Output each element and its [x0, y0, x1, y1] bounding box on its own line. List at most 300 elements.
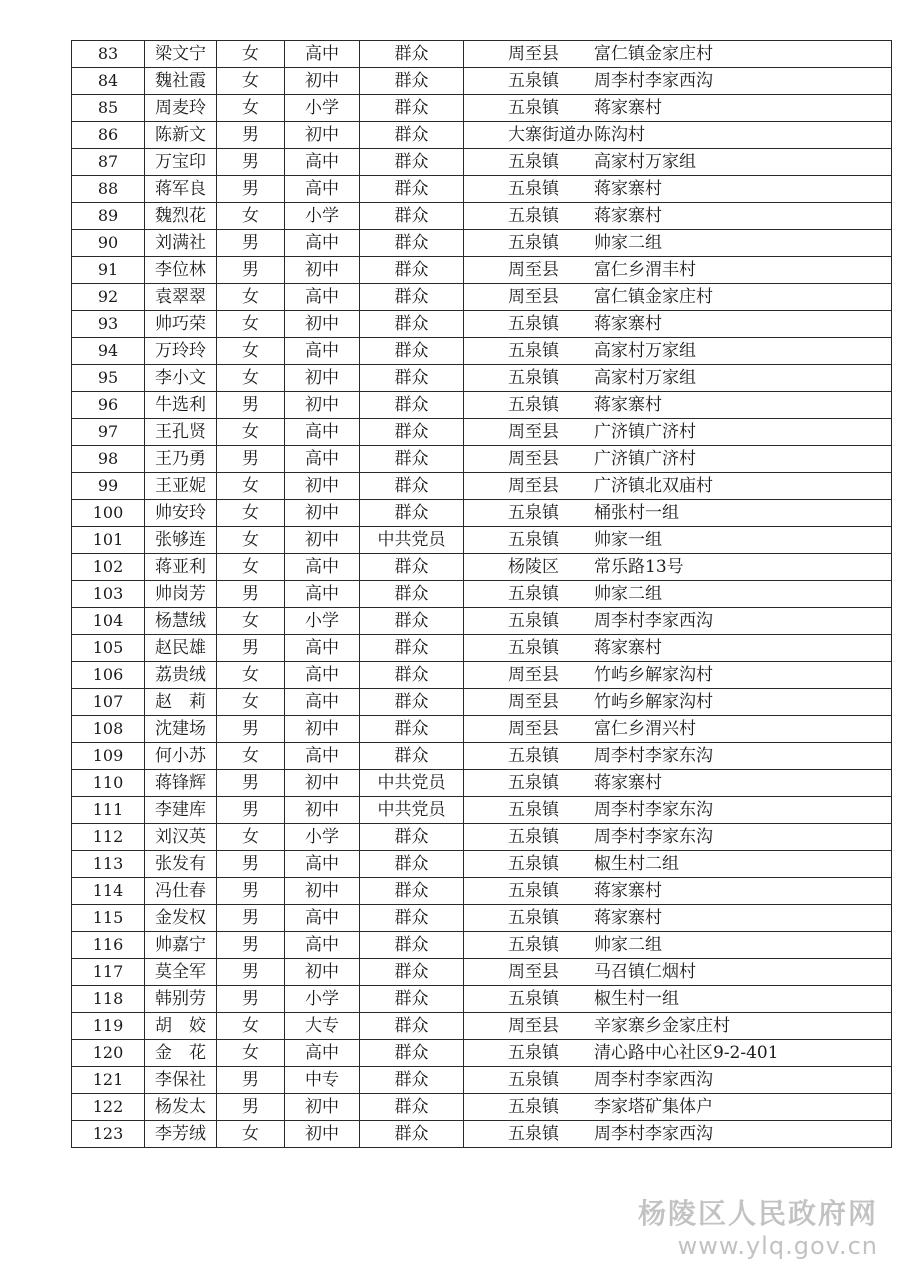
gender-cell: 男 — [217, 851, 285, 878]
political-status-cell: 群众 — [360, 986, 464, 1013]
address-district: 五泉镇 — [508, 179, 559, 199]
address-cell — [464, 824, 892, 851]
address-district: 周至县 — [508, 422, 559, 442]
gender-cell: 女 — [217, 824, 285, 851]
gender-cell: 女 — [217, 365, 285, 392]
row-number-cell: 112 — [72, 824, 145, 851]
political-status-cell: 群众 — [360, 284, 464, 311]
row-number-cell: 117 — [72, 959, 145, 986]
address-district: 五泉镇 — [508, 989, 559, 1009]
political-status-cell: 群众 — [360, 95, 464, 122]
gender-cell: 女 — [217, 203, 285, 230]
address-detail: 竹屿乡解家沟村 — [594, 692, 713, 712]
address-cell — [464, 932, 892, 959]
education-cell: 高中 — [285, 635, 360, 662]
address-detail: 周李村李家东沟 — [594, 746, 713, 766]
row-number-cell: 100 — [72, 500, 145, 527]
political-status-cell: 群众 — [360, 203, 464, 230]
address-cell — [464, 1094, 892, 1121]
table-row — [72, 311, 892, 338]
table-row — [72, 176, 892, 203]
name-cell: 帅岗芳 — [145, 581, 217, 608]
political-status-cell: 群众 — [360, 851, 464, 878]
address-detail: 富仁镇金家庄村 — [594, 44, 713, 64]
name-cell: 魏烈花 — [145, 203, 217, 230]
row-number-cell: 118 — [72, 986, 145, 1013]
address-district: 五泉镇 — [508, 908, 559, 928]
row-number-cell: 107 — [72, 689, 145, 716]
table-row — [72, 95, 892, 122]
row-number-cell: 89 — [72, 203, 145, 230]
name-cell: 王亚妮 — [145, 473, 217, 500]
political-status-cell: 群众 — [360, 392, 464, 419]
education-cell: 高中 — [285, 41, 360, 68]
political-status-cell: 群众 — [360, 68, 464, 95]
row-number-cell: 103 — [72, 581, 145, 608]
education-cell: 初中 — [285, 716, 360, 743]
name-cell: 李芳绒 — [145, 1121, 217, 1148]
address-detail: 高家村万家组 — [594, 341, 696, 361]
table-row — [72, 473, 892, 500]
gender-cell: 男 — [217, 716, 285, 743]
address-district: 五泉镇 — [508, 638, 559, 658]
address-cell — [464, 527, 892, 554]
address-detail: 富仁镇金家庄村 — [594, 287, 713, 307]
table-row — [72, 878, 892, 905]
gender-cell: 女 — [217, 311, 285, 338]
table-row — [72, 419, 892, 446]
row-number-cell: 116 — [72, 932, 145, 959]
address-district: 五泉镇 — [508, 368, 559, 388]
watermark-url: www.ylq.gov.cn — [677, 1232, 878, 1260]
row-number-cell: 87 — [72, 149, 145, 176]
education-cell: 初中 — [285, 878, 360, 905]
address-district: 五泉镇 — [508, 503, 559, 523]
address-detail: 马召镇仁烟村 — [594, 962, 696, 982]
name-cell: 张够连 — [145, 527, 217, 554]
row-number-cell: 104 — [72, 608, 145, 635]
address-detail: 椒生村二组 — [594, 854, 679, 874]
address-district: 五泉镇 — [508, 854, 559, 874]
address-cell — [464, 338, 892, 365]
gender-cell: 男 — [217, 932, 285, 959]
education-cell: 初中 — [285, 527, 360, 554]
political-status-cell: 群众 — [360, 716, 464, 743]
address-cell — [464, 203, 892, 230]
row-number-cell: 86 — [72, 122, 145, 149]
education-cell: 高中 — [285, 1040, 360, 1067]
row-number-cell: 98 — [72, 446, 145, 473]
address-detail: 蒋家寨村 — [594, 908, 662, 928]
education-cell: 初中 — [285, 797, 360, 824]
row-number-cell: 92 — [72, 284, 145, 311]
political-status-cell: 群众 — [360, 500, 464, 527]
table-row — [72, 284, 892, 311]
gender-cell: 男 — [217, 176, 285, 203]
row-number-cell: 114 — [72, 878, 145, 905]
political-status-cell: 群众 — [360, 743, 464, 770]
address-cell — [464, 1067, 892, 1094]
row-number-cell: 111 — [72, 797, 145, 824]
member-roster-table — [71, 40, 892, 1148]
name-cell: 胡 姣 — [145, 1013, 217, 1040]
address-district: 五泉镇 — [508, 773, 559, 793]
gender-cell: 女 — [217, 284, 285, 311]
address-district: 五泉镇 — [508, 746, 559, 766]
education-cell: 高中 — [285, 932, 360, 959]
row-number-cell: 106 — [72, 662, 145, 689]
address-cell — [464, 689, 892, 716]
name-cell: 荔贵绒 — [145, 662, 217, 689]
address-cell — [464, 365, 892, 392]
table-row — [72, 392, 892, 419]
table-row — [72, 230, 892, 257]
address-district: 周至县 — [508, 665, 559, 685]
address-cell — [464, 473, 892, 500]
name-cell: 赵民雄 — [145, 635, 217, 662]
address-cell — [464, 68, 892, 95]
address-detail: 周李村李家西沟 — [594, 611, 713, 631]
row-number-cell: 120 — [72, 1040, 145, 1067]
political-status-cell: 群众 — [360, 311, 464, 338]
row-number-cell: 93 — [72, 311, 145, 338]
gender-cell: 女 — [217, 527, 285, 554]
gender-cell: 女 — [217, 500, 285, 527]
address-district: 周至县 — [508, 449, 559, 469]
education-cell: 高中 — [285, 446, 360, 473]
gender-cell: 女 — [217, 419, 285, 446]
education-cell: 初中 — [285, 122, 360, 149]
name-cell: 李建库 — [145, 797, 217, 824]
address-detail: 高家村万家组 — [594, 368, 696, 388]
education-cell: 高中 — [285, 662, 360, 689]
table-row — [72, 959, 892, 986]
table-row — [72, 797, 892, 824]
gender-cell: 男 — [217, 635, 285, 662]
address-detail: 李家塔矿集体户 — [594, 1097, 713, 1117]
table-row — [72, 1067, 892, 1094]
address-district: 五泉镇 — [508, 206, 559, 226]
political-status-cell: 群众 — [360, 662, 464, 689]
address-district: 五泉镇 — [508, 935, 559, 955]
political-status-cell: 群众 — [360, 608, 464, 635]
education-cell: 高中 — [285, 554, 360, 581]
gender-cell: 男 — [217, 878, 285, 905]
table-row — [72, 338, 892, 365]
address-cell — [464, 230, 892, 257]
row-number-cell: 101 — [72, 527, 145, 554]
education-cell: 大专 — [285, 1013, 360, 1040]
address-detail: 周李村李家西沟 — [594, 1124, 713, 1144]
address-cell — [464, 797, 892, 824]
political-status-cell: 群众 — [360, 473, 464, 500]
education-cell: 初中 — [285, 770, 360, 797]
address-detail: 清心路中心社区9-2-401 — [594, 1043, 779, 1063]
address-district: 五泉镇 — [508, 530, 559, 550]
name-cell: 蒋军良 — [145, 176, 217, 203]
address-detail: 蒋家寨村 — [594, 638, 662, 658]
address-detail: 广济镇广济村 — [594, 422, 696, 442]
education-cell: 初中 — [285, 365, 360, 392]
gender-cell: 女 — [217, 1040, 285, 1067]
education-cell: 高中 — [285, 851, 360, 878]
political-status-cell: 中共党员 — [360, 797, 464, 824]
row-number-cell: 121 — [72, 1067, 145, 1094]
political-status-cell: 群众 — [360, 905, 464, 932]
address-cell — [464, 770, 892, 797]
political-status-cell: 群众 — [360, 419, 464, 446]
education-cell: 中专 — [285, 1067, 360, 1094]
political-status-cell: 群众 — [360, 1040, 464, 1067]
name-cell: 何小苏 — [145, 743, 217, 770]
address-district: 五泉镇 — [508, 1070, 559, 1090]
gender-cell: 男 — [217, 905, 285, 932]
table-row — [72, 554, 892, 581]
address-detail: 陈沟村 — [594, 125, 645, 145]
political-status-cell: 群众 — [360, 1121, 464, 1148]
table-row — [72, 68, 892, 95]
gender-cell: 男 — [217, 122, 285, 149]
address-district: 五泉镇 — [508, 611, 559, 631]
address-detail: 富仁乡渭兴村 — [594, 719, 696, 739]
address-district: 五泉镇 — [508, 98, 559, 118]
address-detail: 广济镇北双庙村 — [594, 476, 713, 496]
education-cell: 小学 — [285, 824, 360, 851]
address-cell — [464, 419, 892, 446]
row-number-cell: 108 — [72, 716, 145, 743]
table-row — [72, 446, 892, 473]
education-cell: 小学 — [285, 95, 360, 122]
name-cell: 金 花 — [145, 1040, 217, 1067]
political-status-cell: 群众 — [360, 959, 464, 986]
table-row — [72, 1040, 892, 1067]
address-cell — [464, 176, 892, 203]
gender-cell: 女 — [217, 554, 285, 581]
row-number-cell: 123 — [72, 1121, 145, 1148]
address-district: 周至县 — [508, 692, 559, 712]
gender-cell: 男 — [217, 770, 285, 797]
political-status-cell: 群众 — [360, 446, 464, 473]
gender-cell: 男 — [217, 149, 285, 176]
row-number-cell: 115 — [72, 905, 145, 932]
address-cell — [464, 662, 892, 689]
political-status-cell: 群众 — [360, 878, 464, 905]
row-number-cell: 109 — [72, 743, 145, 770]
name-cell: 牛选利 — [145, 392, 217, 419]
address-cell — [464, 149, 892, 176]
education-cell: 高中 — [285, 230, 360, 257]
row-number-cell: 102 — [72, 554, 145, 581]
address-detail: 帅家二组 — [594, 935, 662, 955]
political-status-cell: 群众 — [360, 932, 464, 959]
address-detail: 桶张村一组 — [594, 503, 679, 523]
address-cell — [464, 554, 892, 581]
address-cell — [464, 581, 892, 608]
address-detail: 蒋家寨村 — [594, 881, 662, 901]
address-district: 周至县 — [508, 476, 559, 496]
gender-cell: 男 — [217, 797, 285, 824]
address-district: 五泉镇 — [508, 314, 559, 334]
address-detail: 周李村李家西沟 — [594, 71, 713, 91]
table-row — [72, 1094, 892, 1121]
address-district: 周至县 — [508, 962, 559, 982]
row-number-cell: 83 — [72, 41, 145, 68]
education-cell: 初中 — [285, 1121, 360, 1148]
political-status-cell: 群众 — [360, 122, 464, 149]
education-cell: 高中 — [285, 743, 360, 770]
address-district: 五泉镇 — [508, 584, 559, 604]
table-row — [72, 824, 892, 851]
name-cell: 万宝印 — [145, 149, 217, 176]
education-cell: 初中 — [285, 311, 360, 338]
row-number-cell: 97 — [72, 419, 145, 446]
name-cell: 杨发太 — [145, 1094, 217, 1121]
address-district: 周至县 — [508, 44, 559, 64]
row-number-cell: 96 — [72, 392, 145, 419]
education-cell: 初中 — [285, 1094, 360, 1121]
political-status-cell: 群众 — [360, 824, 464, 851]
education-cell: 初中 — [285, 68, 360, 95]
gender-cell: 男 — [217, 1067, 285, 1094]
name-cell: 韩别劳 — [145, 986, 217, 1013]
address-cell — [464, 41, 892, 68]
address-detail: 蒋家寨村 — [594, 773, 662, 793]
address-cell — [464, 905, 892, 932]
table-row — [72, 41, 892, 68]
table-row — [72, 743, 892, 770]
address-cell — [464, 257, 892, 284]
row-number-cell: 85 — [72, 95, 145, 122]
name-cell: 魏社霞 — [145, 68, 217, 95]
row-number-cell: 94 — [72, 338, 145, 365]
education-cell: 高中 — [285, 338, 360, 365]
table-row — [72, 689, 892, 716]
name-cell: 李保社 — [145, 1067, 217, 1094]
row-number-cell: 113 — [72, 851, 145, 878]
gender-cell: 女 — [217, 689, 285, 716]
name-cell: 帅安玲 — [145, 500, 217, 527]
education-cell: 小学 — [285, 608, 360, 635]
table-row — [72, 662, 892, 689]
address-cell — [464, 446, 892, 473]
education-cell: 高中 — [285, 176, 360, 203]
name-cell: 李小文 — [145, 365, 217, 392]
gender-cell: 女 — [217, 473, 285, 500]
address-detail: 蒋家寨村 — [594, 179, 662, 199]
address-cell — [464, 311, 892, 338]
watermark-site-name: 杨陵区人民政府网 — [637, 1197, 878, 1230]
political-status-cell: 群众 — [360, 1013, 464, 1040]
table-row — [72, 149, 892, 176]
political-status-cell: 群众 — [360, 581, 464, 608]
table-row — [72, 716, 892, 743]
address-district: 五泉镇 — [508, 341, 559, 361]
table-row — [72, 1013, 892, 1040]
row-number-cell: 105 — [72, 635, 145, 662]
name-cell: 帅嘉宁 — [145, 932, 217, 959]
address-cell — [464, 608, 892, 635]
education-cell: 初中 — [285, 473, 360, 500]
address-district: 周至县 — [508, 719, 559, 739]
gender-cell: 女 — [217, 338, 285, 365]
gender-cell: 男 — [217, 581, 285, 608]
address-cell — [464, 635, 892, 662]
address-district: 周至县 — [508, 287, 559, 307]
table-row — [72, 932, 892, 959]
name-cell: 李位林 — [145, 257, 217, 284]
address-district: 大寨街道办 — [508, 125, 593, 145]
education-cell: 高中 — [285, 419, 360, 446]
address-detail: 椒生村一组 — [594, 989, 679, 1009]
political-status-cell: 群众 — [360, 257, 464, 284]
address-detail: 周李村李家西沟 — [594, 1070, 713, 1090]
education-cell: 初中 — [285, 392, 360, 419]
name-cell: 赵 莉 — [145, 689, 217, 716]
name-cell: 帅巧荣 — [145, 311, 217, 338]
address-cell — [464, 716, 892, 743]
gender-cell: 女 — [217, 95, 285, 122]
name-cell: 王乃勇 — [145, 446, 217, 473]
gender-cell: 女 — [217, 1013, 285, 1040]
address-cell — [464, 1013, 892, 1040]
name-cell: 蒋亚利 — [145, 554, 217, 581]
education-cell: 初中 — [285, 257, 360, 284]
address-detail: 富仁乡渭丰村 — [594, 260, 696, 280]
address-district: 五泉镇 — [508, 71, 559, 91]
address-detail: 高家村万家组 — [594, 152, 696, 172]
address-district: 五泉镇 — [508, 881, 559, 901]
address-district: 五泉镇 — [508, 233, 559, 253]
table-row — [72, 1121, 892, 1148]
name-cell: 杨慧绒 — [145, 608, 217, 635]
table-row — [72, 851, 892, 878]
table-row — [72, 608, 892, 635]
gender-cell: 女 — [217, 1121, 285, 1148]
political-status-cell: 群众 — [360, 338, 464, 365]
education-cell: 高中 — [285, 905, 360, 932]
row-number-cell: 90 — [72, 230, 145, 257]
gender-cell: 男 — [217, 1094, 285, 1121]
address-detail: 帅家二组 — [594, 233, 662, 253]
address-cell — [464, 95, 892, 122]
gender-cell: 女 — [217, 743, 285, 770]
address-detail: 蒋家寨村 — [594, 395, 662, 415]
address-detail: 蒋家寨村 — [594, 206, 662, 226]
address-district: 周至县 — [508, 1016, 559, 1036]
address-cell — [464, 392, 892, 419]
table-row — [72, 122, 892, 149]
gender-cell: 女 — [217, 41, 285, 68]
row-number-cell: 88 — [72, 176, 145, 203]
gender-cell: 女 — [217, 68, 285, 95]
name-cell: 梁文宁 — [145, 41, 217, 68]
table-row — [72, 986, 892, 1013]
roster-body — [72, 41, 892, 1148]
table-row — [72, 500, 892, 527]
row-number-cell: 110 — [72, 770, 145, 797]
table-row — [72, 635, 892, 662]
address-cell — [464, 284, 892, 311]
political-status-cell: 群众 — [360, 1094, 464, 1121]
gender-cell: 男 — [217, 959, 285, 986]
political-status-cell: 群众 — [360, 149, 464, 176]
name-cell: 周麦玲 — [145, 95, 217, 122]
address-cell — [464, 1121, 892, 1148]
name-cell: 蒋锋辉 — [145, 770, 217, 797]
political-status-cell: 中共党员 — [360, 770, 464, 797]
address-detail: 帅家二组 — [594, 584, 662, 604]
address-cell — [464, 500, 892, 527]
